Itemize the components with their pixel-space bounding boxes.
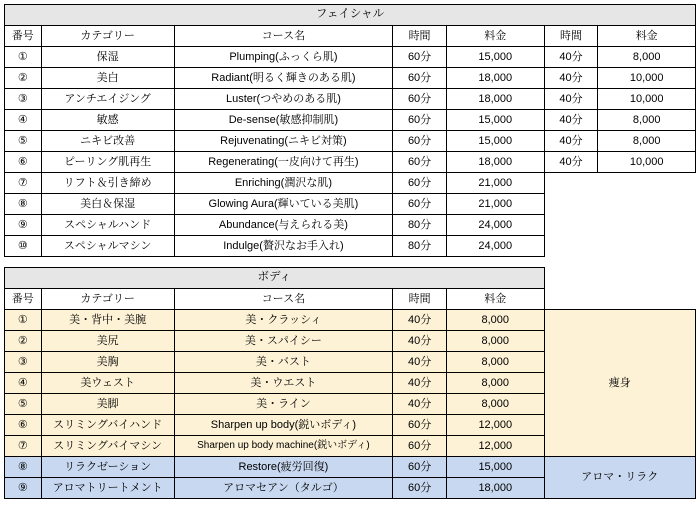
body-row-1-time: 40分 <box>393 331 447 352</box>
table-row <box>5 310 696 331</box>
table-row <box>5 110 696 131</box>
body-group-label-aroma: アロマ・リラク <box>544 457 695 499</box>
body-row-7-no: ⑧ <box>5 457 42 478</box>
body-row-4-time: 40分 <box>393 394 447 415</box>
body-row-6-price: 12,000 <box>447 436 545 457</box>
facial-row-6-no: ⑦ <box>5 173 42 194</box>
facial-row-3-price-2: 8,000 <box>598 110 696 131</box>
facial-row-5-time-2: 40分 <box>544 152 598 173</box>
body-row-6-time: 60分 <box>393 436 447 457</box>
body-row-3-price: 8,000 <box>447 373 545 394</box>
facial-title-row <box>5 5 696 26</box>
facial-row-1-price-1: 18,000 <box>446 68 544 89</box>
table-row <box>5 152 696 173</box>
facial-row-0-course: Plumping(ふっくら肌) <box>174 47 392 68</box>
body-row-1-price: 8,000 <box>447 331 545 352</box>
body-row-4-category: 美脚 <box>41 394 174 415</box>
body-row-0-no: ① <box>5 310 42 331</box>
body-row-8-price: 18,000 <box>447 478 545 499</box>
facial-row-0-category: 保湿 <box>41 47 174 68</box>
facial-row-0-no: ① <box>5 47 42 68</box>
facial-row-3-no: ④ <box>5 110 42 131</box>
facial-row-3-time-2: 40分 <box>544 110 598 131</box>
facial-row-6-course: Enriching(潤沢な肌) <box>174 173 392 194</box>
facial-row-7-course: Glowing Aura(輝いている美肌) <box>174 194 392 215</box>
body-row-1-no: ② <box>5 331 42 352</box>
body-row-5-category: スリミングバイハンド <box>41 415 174 436</box>
body-header-filler <box>544 289 695 310</box>
facial-row-1-time-1: 60分 <box>393 68 447 89</box>
facial-row-8-course: Abundance(与えられる美) <box>174 215 392 236</box>
body-row-7-course: Restore(疲労回復) <box>174 457 392 478</box>
body-row-2-course: 美・バスト <box>174 352 392 373</box>
table-row <box>5 131 696 152</box>
body-row-2-no: ③ <box>5 352 42 373</box>
body-row-0-course: 美・クラッシィ <box>174 310 392 331</box>
facial-row-7-category: 美白＆保湿 <box>41 194 174 215</box>
body-row-5-no: ⑥ <box>5 415 42 436</box>
body-title-filler <box>544 268 695 289</box>
body-row-6-no: ⑦ <box>5 436 42 457</box>
facial-row-0-price-1: 15,000 <box>446 47 544 68</box>
facial-row-7-no: ⑧ <box>5 194 42 215</box>
facial-row-9-price-1: 24,000 <box>446 236 544 257</box>
body-row-7-category: リラクゼーション <box>41 457 174 478</box>
body-row-8-course: アロマセアン（タルゴ） <box>174 478 392 499</box>
facial-row-5-course: Regenerating(一皮向けて再生) <box>174 152 392 173</box>
facial-row-9-time-2 <box>544 236 598 257</box>
body-row-5-price: 12,000 <box>447 415 545 436</box>
facial-row-1-category: 美白 <box>41 68 174 89</box>
facial-row-5-no: ⑥ <box>5 152 42 173</box>
body-row-3-no: ④ <box>5 373 42 394</box>
facial-row-2-price-2: 10,000 <box>598 89 696 110</box>
facial-row-1-course: Radiant(明るく輝きのある肌) <box>174 68 392 89</box>
facial-row-4-time-2: 40分 <box>544 131 598 152</box>
table-row <box>5 215 696 236</box>
body-row-4-course: 美・ライン <box>174 394 392 415</box>
body-row-4-price: 8,000 <box>447 394 545 415</box>
facial-row-8-price-1: 24,000 <box>446 215 544 236</box>
body-row-3-course: 美・ウエスト <box>174 373 392 394</box>
body-row-0-price: 8,000 <box>447 310 545 331</box>
facial-row-5-time-1: 60分 <box>393 152 447 173</box>
body-header-row <box>5 289 696 310</box>
facial-row-7-price-1: 21,000 <box>446 194 544 215</box>
body-row-2-price: 8,000 <box>447 352 545 373</box>
body-table <box>4 267 696 499</box>
facial-row-5-price-2: 10,000 <box>598 152 696 173</box>
facial-row-2-no: ③ <box>5 89 42 110</box>
facial-header-price-1: 料金 <box>446 26 544 47</box>
table-row <box>5 173 696 194</box>
facial-row-7-time-1: 60分 <box>393 194 447 215</box>
facial-row-6-category: リフト＆引き締め <box>41 173 174 194</box>
facial-row-1-no: ② <box>5 68 42 89</box>
facial-row-8-time-2 <box>544 215 598 236</box>
body-row-8-no: ⑨ <box>5 478 42 499</box>
facial-row-1-price-2: 10,000 <box>598 68 696 89</box>
facial-section-title: フェイシャル <box>5 5 696 26</box>
facial-header-row <box>5 26 696 47</box>
body-row-6-category: スリミングバイマシン <box>41 436 174 457</box>
facial-row-7-time-2 <box>544 194 598 215</box>
facial-row-3-course: De-sense(敏感抑制肌) <box>174 110 392 131</box>
facial-row-9-course: Indulge(贅沢なお手入れ) <box>174 236 392 257</box>
facial-header-price-2: 料金 <box>598 26 696 47</box>
body-row-7-time: 60分 <box>393 457 447 478</box>
body-row-5-course: Sharpen up body(鋭いボディ) <box>174 415 392 436</box>
table-row <box>5 68 696 89</box>
facial-row-4-price-2: 8,000 <box>598 131 696 152</box>
facial-row-3-category: 敏感 <box>41 110 174 131</box>
facial-row-4-no: ⑤ <box>5 131 42 152</box>
facial-row-2-price-1: 18,000 <box>446 89 544 110</box>
table-row <box>5 89 696 110</box>
body-row-0-time: 40分 <box>393 310 447 331</box>
body-header-course: コース名 <box>174 289 392 310</box>
table-row <box>5 47 696 68</box>
facial-row-8-time-1: 80分 <box>393 215 447 236</box>
facial-row-0-price-2: 8,000 <box>598 47 696 68</box>
body-row-4-no: ⑤ <box>5 394 42 415</box>
facial-row-2-time-1: 60分 <box>393 89 447 110</box>
body-section-title: ボディ <box>5 268 545 289</box>
body-title-row <box>5 268 696 289</box>
table-row <box>5 194 696 215</box>
facial-row-9-no: ⑩ <box>5 236 42 257</box>
facial-row-6-time-2 <box>544 173 598 194</box>
table-row <box>5 457 696 478</box>
facial-header-time-2: 時間 <box>544 26 598 47</box>
facial-row-1-time-2: 40分 <box>544 68 598 89</box>
facial-row-2-time-2: 40分 <box>544 89 598 110</box>
body-row-5-time: 60分 <box>393 415 447 436</box>
body-header-no: 番号 <box>5 289 42 310</box>
facial-row-8-price-2 <box>598 215 696 236</box>
facial-header-category: カテゴリー <box>41 26 174 47</box>
facial-row-0-time-1: 60分 <box>393 47 447 68</box>
facial-row-5-category: ピーリング肌再生 <box>41 152 174 173</box>
body-row-8-category: アロマトリートメント <box>41 478 174 499</box>
body-row-7-price: 15,000 <box>447 457 545 478</box>
facial-row-4-category: ニキビ改善 <box>41 131 174 152</box>
body-row-1-category: 美尻 <box>41 331 174 352</box>
facial-row-3-time-1: 60分 <box>393 110 447 131</box>
facial-row-5-price-1: 18,000 <box>446 152 544 173</box>
facial-row-7-price-2 <box>598 194 696 215</box>
facial-row-8-no: ⑨ <box>5 215 42 236</box>
body-group-label-slimming: 痩身 <box>544 310 695 457</box>
facial-row-6-price-2 <box>598 173 696 194</box>
facial-row-4-price-1: 15,000 <box>446 131 544 152</box>
facial-row-2-course: Luster(つやめのある肌) <box>174 89 392 110</box>
facial-row-3-price-1: 15,000 <box>446 110 544 131</box>
table-row <box>5 236 696 257</box>
body-row-3-time: 40分 <box>393 373 447 394</box>
body-row-0-category: 美・背中・美腕 <box>41 310 174 331</box>
facial-row-4-time-1: 60分 <box>393 131 447 152</box>
facial-header-course: コース名 <box>174 26 392 47</box>
facial-row-9-category: スペシャルマシン <box>41 236 174 257</box>
facial-row-4-course: Rejuvenating(ニキビ対策) <box>174 131 392 152</box>
body-row-6-course: Sharpen up body machine(鋭いボディ) <box>174 436 392 457</box>
facial-row-8-category: スペシャルハンド <box>41 215 174 236</box>
body-row-8-time: 60分 <box>393 478 447 499</box>
facial-row-9-price-2 <box>598 236 696 257</box>
body-header-price: 料金 <box>447 289 545 310</box>
body-row-1-course: 美・スパイシー <box>174 331 392 352</box>
facial-row-0-time-2: 40分 <box>544 47 598 68</box>
body-header-time: 時間 <box>393 289 447 310</box>
body-row-2-category: 美胸 <box>41 352 174 373</box>
facial-row-2-category: アンチエイジング <box>41 89 174 110</box>
body-row-2-time: 40分 <box>393 352 447 373</box>
table-spacer <box>4 257 696 267</box>
facial-row-6-time-1: 60分 <box>393 173 447 194</box>
facial-table <box>4 4 696 257</box>
facial-header-no: 番号 <box>5 26 42 47</box>
body-header-category: カテゴリー <box>41 289 174 310</box>
facial-header-time-1: 時間 <box>393 26 447 47</box>
body-row-3-category: 美ウェスト <box>41 373 174 394</box>
facial-row-6-price-1: 21,000 <box>446 173 544 194</box>
facial-row-9-time-1: 80分 <box>393 236 447 257</box>
